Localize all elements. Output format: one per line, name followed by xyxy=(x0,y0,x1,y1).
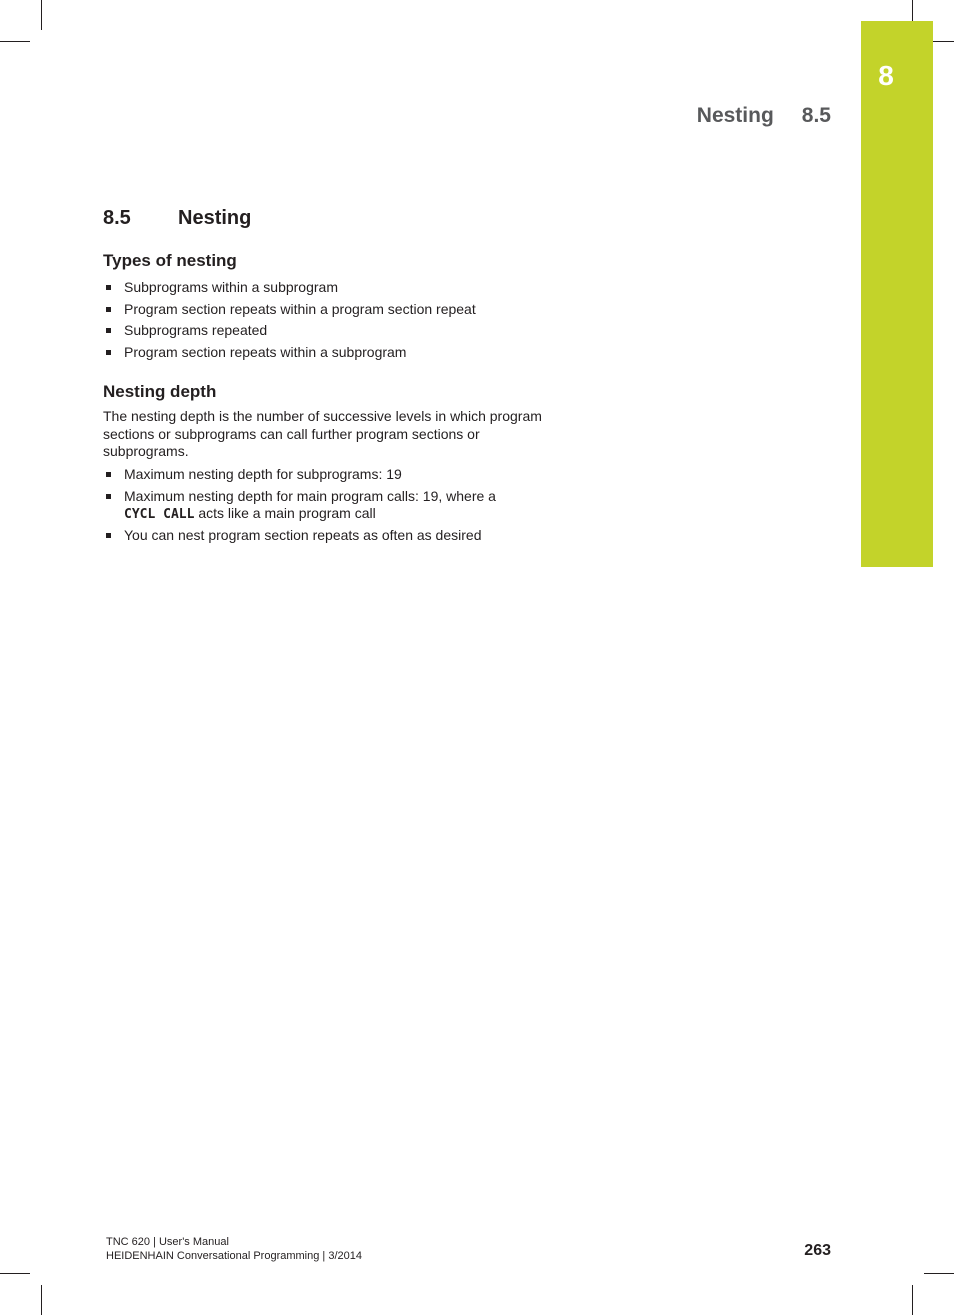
chapter-number: 8 xyxy=(878,60,894,91)
bullet-icon xyxy=(106,328,111,333)
list-item xyxy=(103,279,553,296)
page-number: 263 xyxy=(804,1242,831,1259)
list-item-text: You can nest program section repeats as often as desired xyxy=(124,527,482,544)
list-item xyxy=(103,301,553,318)
types-of-nesting-list xyxy=(103,279,553,366)
footer xyxy=(106,1235,362,1263)
list-item xyxy=(103,322,553,339)
nesting-depth-heading: Nesting depth xyxy=(103,382,217,401)
crop-mark xyxy=(41,1285,42,1315)
crop-mark xyxy=(0,41,30,42)
bullet-icon xyxy=(106,494,111,499)
section-title xyxy=(103,205,251,231)
section-title-text: Nesting xyxy=(178,207,252,229)
nesting-depth-paragraph: The nesting depth is the number of successive levels in which program sections or subprograms can call further program sections or subprograms. xyxy=(103,408,542,459)
crop-mark xyxy=(912,1285,913,1315)
list-item-text: Program section repeats within a program section repeat xyxy=(124,300,476,317)
nesting-depth-list xyxy=(103,466,553,549)
section-number: 8.5 xyxy=(103,207,131,229)
list-item-text: Program section repeats within a subprogram xyxy=(124,344,407,361)
chapter-tab xyxy=(861,21,933,567)
list-item-text: Subprograms repeated xyxy=(124,322,268,339)
crop-mark xyxy=(41,0,42,30)
list-item-text: Maximum nesting depth for main program calls: 19, where a xyxy=(124,487,496,504)
list-item xyxy=(103,488,553,523)
bullet-icon xyxy=(106,533,111,538)
bullet-icon xyxy=(106,285,111,290)
list-item-text: Subprograms within a subprogram xyxy=(124,279,338,295)
list-item xyxy=(103,466,553,483)
bullet-icon xyxy=(106,472,111,477)
footer-line-1: TNC 620 | User's Manual xyxy=(106,1236,229,1248)
running-head-number: 8.5 xyxy=(801,104,831,127)
running-head xyxy=(697,102,831,130)
code-keyword: CYCL CALL xyxy=(124,506,195,522)
list-item-text: Maximum nesting depth for subprograms: 19 xyxy=(124,466,402,482)
bullet-icon xyxy=(106,350,111,355)
running-head-title: Nesting xyxy=(696,104,774,127)
bullet-icon xyxy=(106,307,111,312)
list-item xyxy=(103,527,553,544)
crop-mark xyxy=(0,1273,30,1274)
list-item xyxy=(103,344,553,361)
crop-mark xyxy=(924,1273,954,1274)
types-of-nesting-heading: Types of nesting xyxy=(103,251,237,270)
footer-line-2: HEIDENHAIN Conversational Programming | 3/2014 xyxy=(106,1250,362,1262)
list-item-text: acts like a main program call xyxy=(194,504,376,521)
